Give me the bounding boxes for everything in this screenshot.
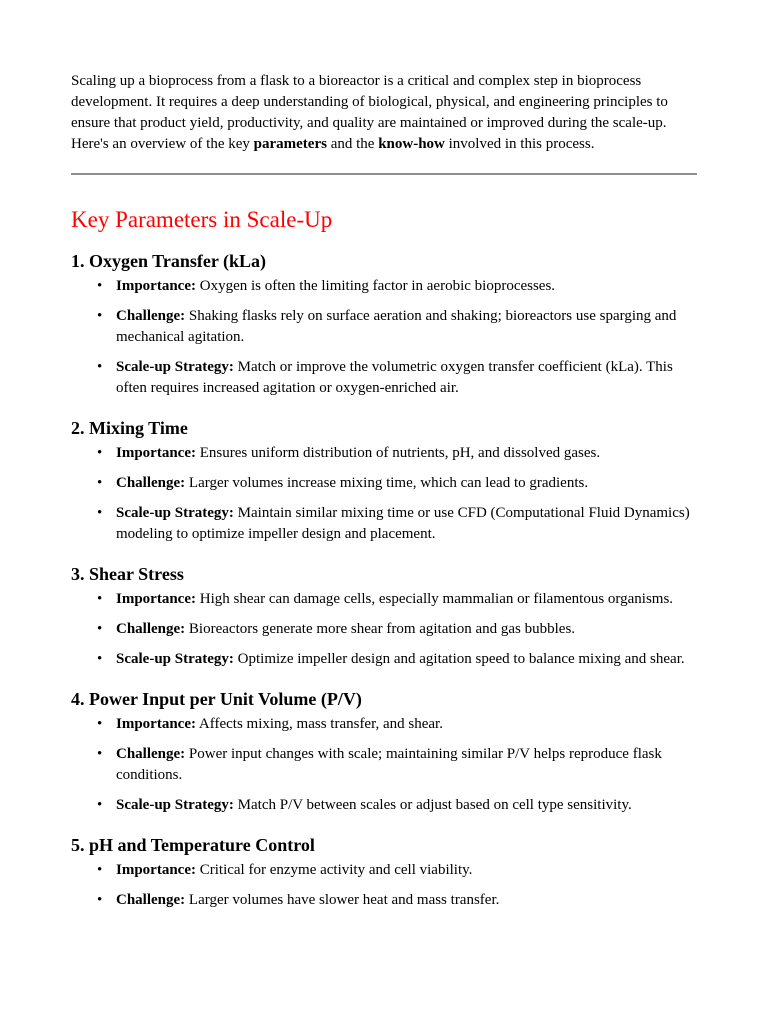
parameter-section xyxy=(71,249,697,399)
bullet-dot-icon: • xyxy=(97,892,103,908)
intro-bold-know-how: know-how xyxy=(378,136,445,152)
bullet-dot-icon: • xyxy=(97,797,103,813)
bullet-text: High shear can damage cells, especially mammalian or filamentous organisms. xyxy=(195,591,674,607)
list-item xyxy=(71,589,696,610)
list-item xyxy=(71,795,696,816)
parameter-heading: 4. Power Input per Unit Volume (P/V) xyxy=(71,689,362,709)
bullet-text: Larger volumes increase mixing time, which can lead to gradients. xyxy=(185,475,589,491)
bullet-text: Bioreactors generate more shear from agitation and gas bubbles. xyxy=(185,621,576,637)
bullet-text: Critical for enzyme activity and cell viability. xyxy=(195,862,473,878)
intro-paragraph xyxy=(71,71,697,155)
bullet-key: Importance: xyxy=(116,716,196,732)
list-item xyxy=(71,619,696,640)
bullet-dot-icon: • xyxy=(97,716,103,732)
parameter-heading: 1. Oxygen Transfer (kLa) xyxy=(71,251,267,271)
parameter-section xyxy=(71,562,697,670)
bullet-key: Importance: xyxy=(116,278,196,294)
list-item xyxy=(71,503,696,545)
bullet-dot-icon: • xyxy=(97,862,103,878)
parameter-heading: 2. Mixing Time xyxy=(71,418,188,438)
parameter-heading: 3. Shear Stress xyxy=(71,564,184,584)
list-item xyxy=(71,890,696,911)
bullet-list xyxy=(71,860,697,911)
bullet-key: Scale-up Strategy: xyxy=(116,505,234,521)
bullet-text: Larger volumes have slower heat and mass transfer. xyxy=(185,892,500,908)
bullet-key: Challenge: xyxy=(116,308,186,324)
list-item xyxy=(71,306,696,348)
list-item xyxy=(71,649,696,670)
list-item xyxy=(71,443,696,464)
parameter-section xyxy=(71,833,697,911)
bullet-key: Scale-up Strategy: xyxy=(116,359,234,375)
bullet-text: Optimize impeller design and agitation speed to balance mixing and shear. xyxy=(233,651,685,667)
list-item xyxy=(71,276,696,297)
bullet-text: Maintain similar mixing time or use CFD (Computational Fluid Dynamics) modeling to optimize impeller design and placement. xyxy=(116,505,690,542)
bullet-key: Challenge: xyxy=(116,475,186,491)
bullet-text: Match P/V between scales or adjust based on cell type sensitivity. xyxy=(233,797,632,813)
intro-text-before: Scaling up a bioprocess from a flask to a bioreactor is a critical and complex step in bioprocess development. It requires a deep understanding of biological, physical, and engineering principles to ensure that product yield, productivity, and quality are maintained or improved during the scale-up. Here's an overview of the key xyxy=(71,73,668,152)
bullet-list xyxy=(71,714,697,816)
bullet-text: Oxygen is often the limiting factor in aerobic bioprocesses. xyxy=(195,278,556,294)
bullet-dot-icon: • xyxy=(97,278,103,294)
list-item xyxy=(71,860,696,881)
bullet-key: Scale-up Strategy: xyxy=(116,797,234,813)
bullet-list xyxy=(71,589,697,670)
list-item xyxy=(71,357,696,399)
bullet-dot-icon: • xyxy=(97,505,103,521)
list-item xyxy=(71,714,696,735)
intro-text-after: involved in this process. xyxy=(444,136,595,152)
list-item xyxy=(71,473,696,494)
horizontal-divider xyxy=(71,173,697,175)
bullet-key: Scale-up Strategy: xyxy=(116,651,234,667)
intro-text-middle: and the xyxy=(326,136,379,152)
bullet-dot-icon: • xyxy=(97,359,103,375)
bullet-dot-icon: • xyxy=(97,651,103,667)
bullet-list xyxy=(71,443,697,545)
bullet-dot-icon: • xyxy=(97,591,103,607)
bullet-dot-icon: • xyxy=(97,621,103,637)
bullet-text: Ensures uniform distribution of nutrients, pH, and dissolved gases. xyxy=(195,445,601,461)
intro-bold-parameters: parameters xyxy=(253,136,327,152)
bullet-text: Affects mixing, mass transfer, and shear. xyxy=(195,716,443,732)
section-title: Key Parameters in Scale-Up xyxy=(71,207,333,232)
parameter-section xyxy=(71,687,697,816)
list-item xyxy=(71,744,696,786)
parameters-list xyxy=(71,249,697,911)
bullet-dot-icon: • xyxy=(97,475,103,491)
bullet-text: Power input changes with scale; maintaining similar P/V helps reproduce flask conditions. xyxy=(116,746,662,783)
parameter-heading: 5. pH and Temperature Control xyxy=(71,835,315,855)
bullet-key: Importance: xyxy=(116,445,196,461)
bullet-dot-icon: • xyxy=(97,445,103,461)
bullet-text: Match or improve the volumetric oxygen transfer coefficient (kLa). This often requires increased agitation or oxygen-enriched air. xyxy=(116,359,673,396)
bullet-key: Challenge: xyxy=(116,621,186,637)
parameter-section xyxy=(71,416,697,545)
bullet-key: Importance: xyxy=(116,591,196,607)
bullet-text: Shaking flasks rely on surface aeration and shaking; bioreactors use sparging and mechanical agitation. xyxy=(116,308,677,345)
bullet-key: Challenge: xyxy=(116,746,186,762)
bullet-key: Importance: xyxy=(116,862,196,878)
bullet-list xyxy=(71,276,697,399)
bullet-dot-icon: • xyxy=(97,746,103,762)
bullet-dot-icon: • xyxy=(97,308,103,324)
bullet-key: Challenge: xyxy=(116,892,186,908)
